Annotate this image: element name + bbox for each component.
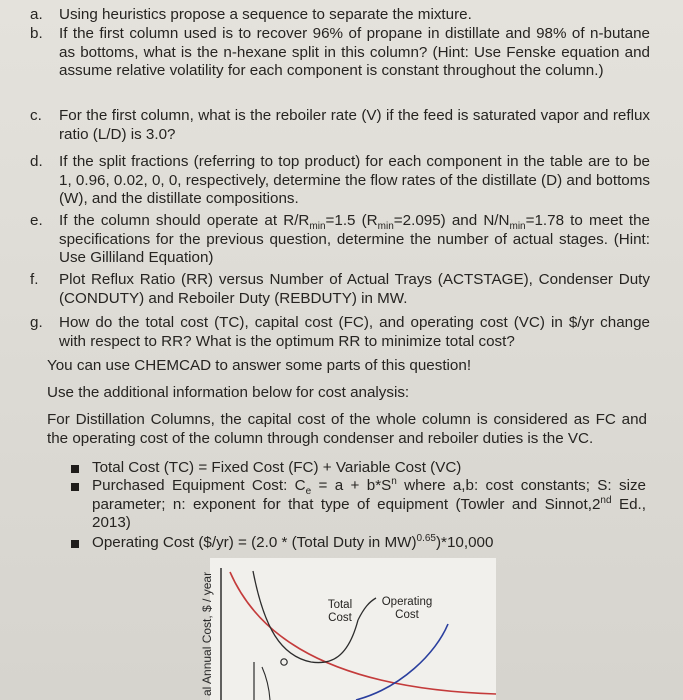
bullet-marker <box>71 483 79 491</box>
operating-cost-curve-upper <box>358 598 376 620</box>
additional-info-note: Use the additional information below for cost analysis: <box>47 384 410 401</box>
operating-cost-label: Operating Cost <box>381 596 433 621</box>
question-text: For the first column, what is the reboiler rate (V) if the feed is saturated vapor and reflux ratio (L/D) is 3.0? <box>59 107 650 143</box>
question-c <box>30 107 650 144</box>
question-text: If the column should operate at $R/R_{min}=1.5$ $(R_{min}=2.095)$ and $N/N_{min}=1.78$ to meet the specifications for the previous question, determine the number of actual stages. (Hint: Use Gilliland Equation) <box>59 212 650 266</box>
question-text: Using heuristics propose a sequence to separate the mixture. <box>59 6 472 23</box>
question-text: If the first column used is to recover 96% of propane in distillate and 98% of n-butane as bottoms, what is the n-hexane split in this column? (Hint: Use Fenske equation and assume relative volatility for each component is constant throughout the column.) <box>59 25 650 79</box>
question-f <box>30 271 650 308</box>
question-letter: c. <box>30 107 42 124</box>
question-letter: d. <box>30 153 43 170</box>
question-letter: g. <box>30 314 43 331</box>
question-letter: e. <box>30 212 43 229</box>
total-cost-label: Total Cost <box>327 599 353 624</box>
question-d <box>30 153 650 209</box>
bullet-operating-cost: Operating Cost ($/yr) = (2.0 * (Total Duty in MW)$^{0.65}$)*10,000 <box>71 534 646 553</box>
question-text: Plot Reflux Ratio (RR) versus Number of Actual Trays (ACTSTAGE), Condenser Duty (CONDUTY) and Reboiler Duty (REBDUTY) in MW. <box>59 271 650 307</box>
bullet-total-cost: Total Cost (TC) = Fixed Cost (FC) + Variable Cost (VC) <box>71 459 646 478</box>
question-letter: a. <box>30 6 43 23</box>
question-e <box>30 212 650 268</box>
cost-curves <box>196 558 496 700</box>
bullet-marker <box>71 465 79 473</box>
cost-figure <box>196 558 496 700</box>
question-text: How do the total cost (TC), capital cost (FC), and operating cost (VC) in $/yr change with respect to RR? What is the optimum RR to minimize total cost? <box>59 314 650 350</box>
capital-cost-curve <box>230 572 496 694</box>
chemcad-note: You can use CHEMCAD to answer some parts of this question! <box>47 357 472 374</box>
small-hook-curve <box>262 667 270 700</box>
bullet-marker <box>71 540 79 548</box>
question-letter: b. <box>30 25 43 42</box>
columns-note: For Distillation Columns, the capital cost of the whole column is considered as FC and the operating cost of the column through condenser and reboiler duties is the VC. <box>47 411 647 447</box>
question-letter: f. <box>30 271 39 288</box>
question-a <box>30 6 650 25</box>
operating-cost-curve <box>356 624 448 700</box>
bullet-purchased-equipment-cost: Purchased Equipment Cost: $C_e = a + b*S^n$ where a,b: cost constants; S: size parameter; n: exponent for that type of equipment (Towler and Sinnot,2nd Ed., 2013) <box>71 477 646 533</box>
question-g <box>30 314 650 351</box>
question-text: If the split fractions (referring to top product) for each component in the table are to be 1, 0.96, 0.02, 0, 0, respectively, determine the flow rates of the distillate (D) and bottoms (W), and the distillate compositions. <box>59 153 650 207</box>
y-axis-label: al Annual Cost, $ / year <box>200 571 214 696</box>
minimum-marker <box>281 659 287 665</box>
question-b <box>30 25 650 81</box>
